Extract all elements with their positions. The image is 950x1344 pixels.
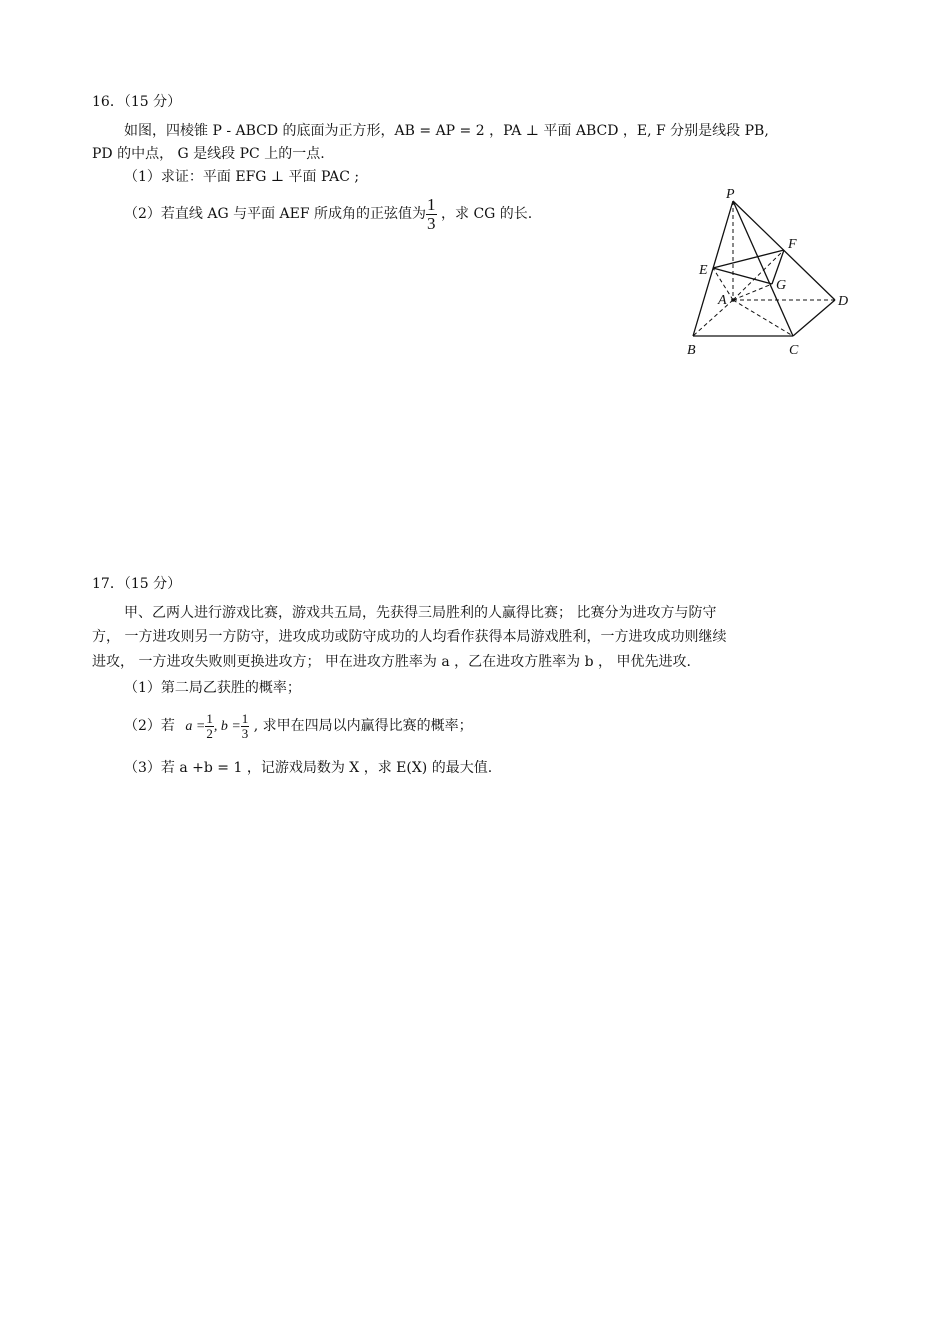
- label-P: P: [726, 187, 735, 202]
- q16-header: 16．（15 分）: [92, 94, 182, 110]
- q17-part2-b-fraction: [241, 712, 250, 740]
- fraction-denominator: 2: [206, 725, 213, 741]
- q16-stem-line2: PD 的中点， G 是线段 PC 上的一点.: [92, 146, 325, 162]
- label-G: G: [776, 278, 787, 293]
- q17-part2-prefix: （2）若: [124, 718, 175, 734]
- q17-part2-a: a =: [185, 719, 206, 734]
- q17-stem-line1: 甲、乙两人进行游戏比赛，游戏共五局，先获得三局胜利的人赢得比赛； 比赛分为进攻方与防守: [124, 605, 717, 621]
- label-A: A: [718, 293, 727, 308]
- q17-part2-suffix: 求甲在四局以内赢得比赛的概率；: [258, 718, 473, 734]
- fraction-denominator: 3: [427, 213, 436, 233]
- q17-part2-comma: ,: [249, 718, 259, 734]
- edge-EF: [713, 250, 784, 268]
- point-A: [731, 298, 735, 302]
- edge-CD: [793, 300, 835, 336]
- label-F: F: [788, 237, 797, 252]
- q16-part2-suffix: ，求 CG 的长.: [436, 206, 533, 222]
- label-B: B: [687, 343, 696, 358]
- label-C: C: [789, 343, 799, 358]
- q17-part2: [124, 703, 473, 749]
- q17-part1: （1）第二局乙获胜的概率；: [124, 680, 301, 696]
- q16-part2: [124, 194, 532, 234]
- fraction-numerator: 1: [427, 194, 436, 214]
- pyramid-figure: [675, 180, 875, 365]
- edge-AC: [733, 300, 793, 336]
- q16-part1: （1）求证：平面 EFG ⊥ 平面 PAC ;: [124, 169, 360, 185]
- q17-header: 17．（15 分）: [92, 576, 182, 592]
- q17-part2-a-fraction: [205, 712, 214, 740]
- label-E: E: [699, 263, 708, 278]
- fraction-denominator: 3: [241, 725, 249, 741]
- q17-part2-b: , b =: [213, 719, 241, 734]
- label-D: D: [838, 294, 849, 309]
- edge-AG: [733, 284, 772, 300]
- fraction-numerator: 1: [241, 710, 249, 726]
- q17-stem-line2: 方， 一方进攻则另一方防守，进攻成功或防守成功的人均看作获得本局游戏胜利，一方进攻成功则继续: [92, 629, 727, 645]
- q17-stem-line3: 进攻， 一方进攻失败则更换进攻方； 甲在进攻方胜率为 a ，乙在进攻方胜率为 b ， 甲优先进攻.: [92, 654, 691, 670]
- q16-stem-line1: 如图，四棱锥 P - ABCD 的底面为正方形，AB = AP = 2 ，PA ⊥ 平面 ABCD ，E, F 分别是线段 PB,: [124, 123, 769, 139]
- q16-part2-prefix: （2）若直线 AG 与平面 AEF 所成角的正弦值为: [124, 206, 427, 222]
- fraction-numerator: 1: [206, 710, 213, 726]
- q16-part2-fraction: [426, 196, 437, 233]
- edge-PC: [733, 201, 793, 336]
- q17-part3: （3）若 a +b = 1 ，记游戏局数为 X ，求 E(X) 的最大值.: [124, 760, 493, 776]
